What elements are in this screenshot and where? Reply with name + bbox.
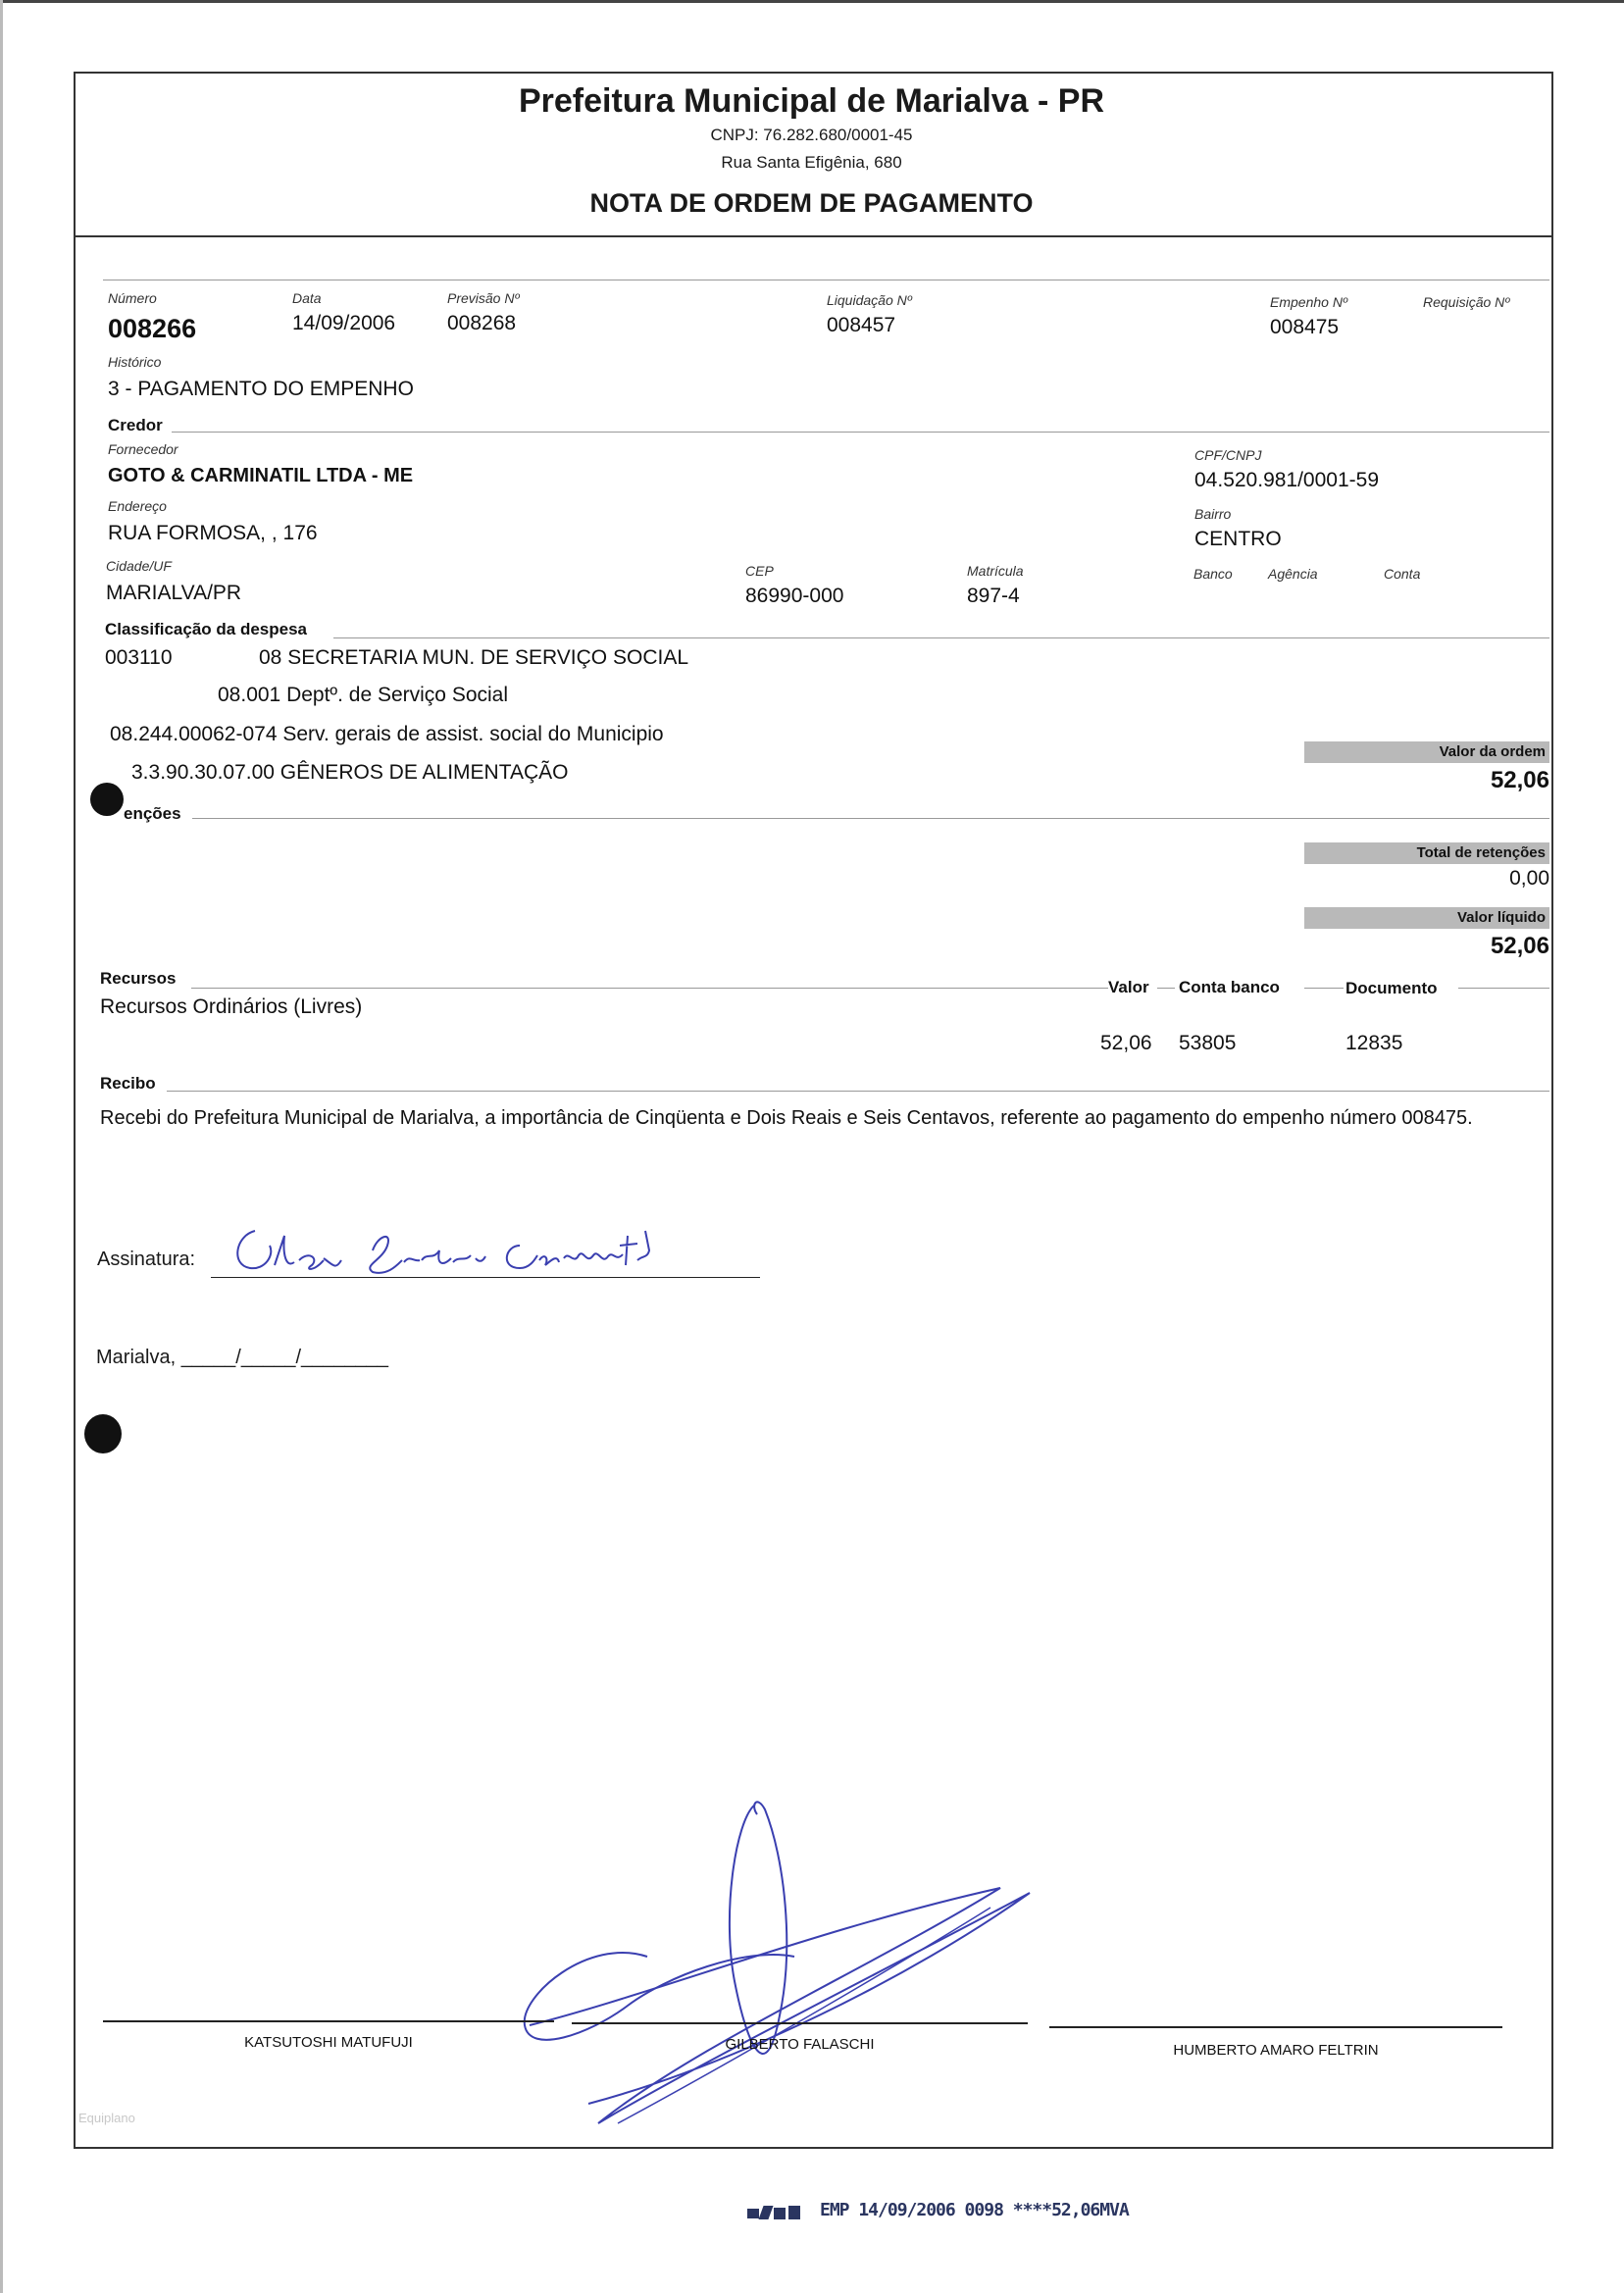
- recursos-divider-1: [191, 988, 1108, 989]
- scan-edge-top: [0, 0, 1624, 3]
- liquidacao-label: Liquidação Nº: [827, 292, 912, 308]
- page-title: Prefeitura Municipal de Marialva - PR: [518, 82, 1105, 120]
- assinatura-label: Assinatura:: [97, 1248, 196, 1270]
- valor-ordem-label: Valor da ordem: [1439, 743, 1546, 760]
- classificacao-line-3: 08.001 Deptº. de Serviço Social: [218, 684, 509, 706]
- classificacao-line-1: 003110: [105, 646, 173, 669]
- bank-stamp-logo: [747, 2206, 802, 2219]
- signature-line-1: [103, 2020, 554, 2022]
- handwritten-signature: [226, 1211, 736, 1290]
- fornecedor-label: Fornecedor: [108, 441, 178, 457]
- numero-label: Número: [108, 290, 157, 306]
- empenho-value: 008475: [1270, 316, 1340, 338]
- data-label: Data: [292, 290, 322, 306]
- bairro-value: CENTRO: [1194, 528, 1282, 550]
- endereco-label: Endereço: [108, 498, 167, 514]
- banco-label: Banco: [1193, 566, 1233, 582]
- previsao-value: 008268: [447, 312, 517, 334]
- document-title: NOTA DE ORDEM DE PAGAMENTO: [589, 188, 1034, 218]
- classificacao-line-2: 08 SECRETARIA MUN. DE SERVIÇO SOCIAL: [259, 646, 689, 669]
- cpf-value: 04.520.981/0001-59: [1194, 469, 1380, 491]
- cep-label: CEP: [745, 563, 774, 579]
- recursos-conta-label: Conta banco: [1179, 978, 1280, 996]
- total-retencoes-label: Total de retenções: [1416, 844, 1546, 861]
- scan-edge-left: [0, 0, 3, 2293]
- matricula-value: 897-4: [967, 585, 1020, 607]
- cep-value: 86990-000: [745, 585, 844, 607]
- total-retencoes-bar: [1304, 842, 1549, 864]
- requisicao-label: Requisição Nº: [1423, 294, 1510, 310]
- classificacao-line-4: 08.244.00062-074 Serv. gerais de assist. social do Municipio: [110, 723, 664, 745]
- recursos-documento-label: Documento: [1345, 979, 1438, 997]
- signatory-2: GILBERTO FALASCHI: [725, 2036, 875, 2053]
- approval-signature: [500, 1800, 1049, 2143]
- header-address: Rua Santa Efigênia, 680: [721, 153, 902, 172]
- recursos-item: Recursos Ordinários (Livres): [100, 995, 363, 1018]
- valor-ordem-bar: [1304, 741, 1549, 763]
- software-watermark: Equiplano: [78, 2111, 135, 2125]
- bairro-label: Bairro: [1194, 506, 1232, 522]
- bank-stamp: EMP 14/09/2006 0098 ****52,06MVA: [820, 2200, 1129, 2220]
- recursos-conta-value: 53805: [1179, 1032, 1237, 1054]
- recursos-valor-label: Valor: [1108, 978, 1149, 996]
- local-data-line: Marialva, _____/_____/________: [96, 1347, 389, 1368]
- header-divider: [74, 235, 1551, 237]
- recursos-divider-2: [1157, 988, 1175, 989]
- cidade-label: Cidade/UF: [106, 558, 172, 574]
- fornecedor-value: GOTO & CARMINATIL LTDA - ME: [108, 465, 414, 486]
- cpf-label: CPF/CNPJ: [1194, 447, 1262, 463]
- endereco-value: RUA FORMOSA, , 176: [108, 522, 318, 544]
- data-value: 14/09/2006: [292, 312, 396, 334]
- header-cnpj: CNPJ: 76.282.680/0001-45: [710, 126, 913, 144]
- valor-ordem-value: 52,06: [1490, 767, 1549, 793]
- credor-section: Credor: [108, 416, 163, 434]
- recursos-section: Recursos: [100, 969, 177, 988]
- recursos-valor-value: 52,06: [1100, 1032, 1152, 1054]
- recibo-text: Recebi do Prefeitura Municipal de Marialva, a importância de Cinqüenta e Dois Reais e Seis Centavos, referente ao pagamento do empenho número 008475.: [100, 1107, 1473, 1129]
- recibo-section: Recibo: [100, 1074, 156, 1093]
- classificacao-divider: [333, 637, 1549, 638]
- matricula-label: Matrícula: [967, 563, 1024, 579]
- retencoes-section: enções: [124, 804, 181, 823]
- previsao-label: Previsão Nº: [447, 290, 520, 306]
- retencoes-divider: [192, 818, 1549, 819]
- classificacao-section: Classificação da despesa: [105, 620, 308, 638]
- recursos-divider-3: [1304, 988, 1344, 989]
- empenho-label: Empenho Nº: [1270, 294, 1348, 310]
- signatory-3: HUMBERTO AMARO FELTRIN: [1173, 2042, 1379, 2059]
- numero-value: 008266: [108, 314, 197, 343]
- historico-value: 3 - PAGAMENTO DO EMPENHO: [108, 378, 414, 400]
- recibo-divider: [167, 1091, 1549, 1092]
- valor-liquido-bar: [1304, 907, 1549, 929]
- historico-label: Histórico: [108, 354, 162, 370]
- cidade-value: MARIALVA/PR: [106, 582, 242, 604]
- agencia-label: Agência: [1268, 566, 1318, 582]
- classificacao-line-5: 3.3.90.30.07.00 GÊNEROS DE ALIMENTAÇÃO: [131, 761, 569, 784]
- valor-liquido-label: Valor líquido: [1456, 909, 1546, 926]
- signatory-1: KATSUTOSHI MATUFUJI: [244, 2034, 413, 2051]
- liquidacao-value: 008457: [827, 314, 896, 336]
- credor-divider: [172, 432, 1549, 433]
- signature-line-2: [572, 2022, 1028, 2024]
- total-retencoes-value: 0,00: [1509, 867, 1549, 890]
- recursos-divider-4: [1458, 988, 1549, 989]
- conta-label: Conta: [1384, 566, 1421, 582]
- valor-liquido-value: 52,06: [1490, 933, 1549, 959]
- recursos-documento-value: 12835: [1345, 1032, 1403, 1054]
- signature-line-3: [1049, 2026, 1502, 2028]
